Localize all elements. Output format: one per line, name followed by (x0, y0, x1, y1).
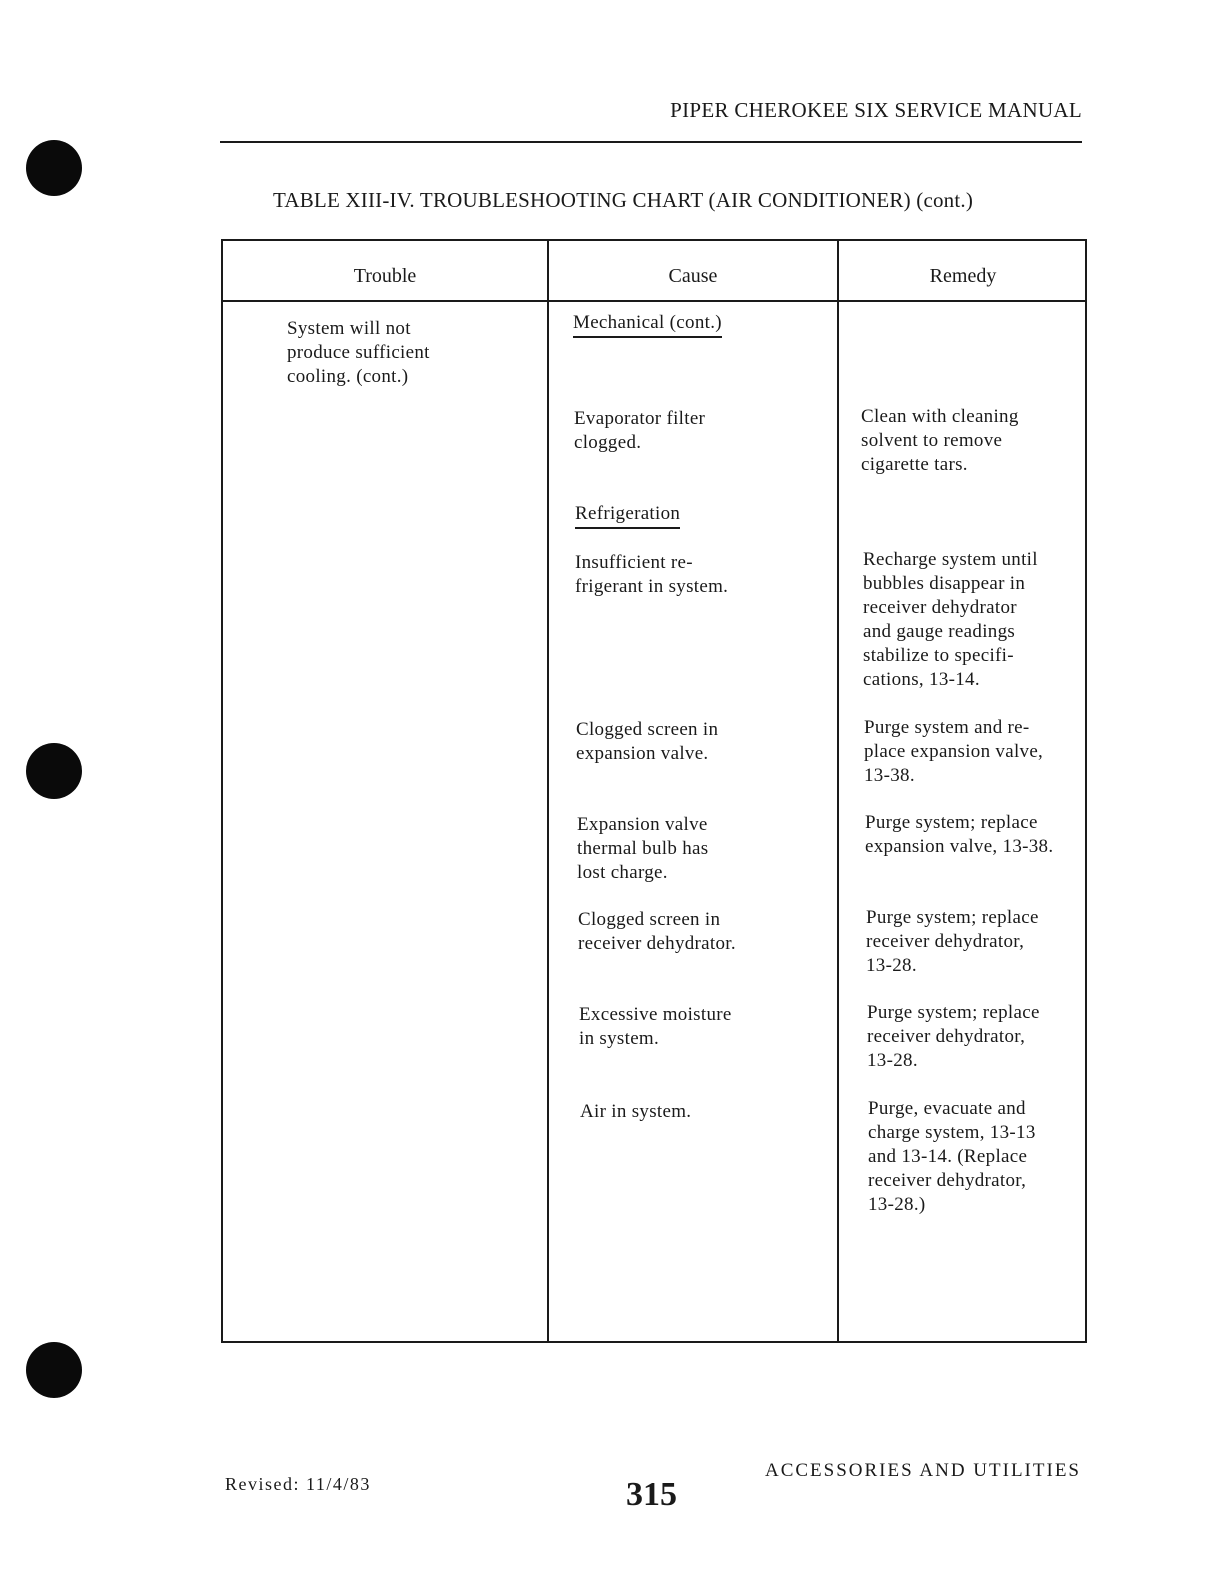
remedy-cell (861, 405, 1019, 477)
column-divider-1 (547, 241, 549, 1341)
cause-cell (580, 1100, 691, 1124)
cause-line: Excessive moisture (579, 1004, 732, 1025)
remedy-line: Purge system; replace (867, 1002, 1040, 1023)
cause-line: thermal bulb has (577, 838, 709, 859)
remedy-cell (868, 1097, 1036, 1217)
remedy-line: 13-28.) (868, 1194, 926, 1215)
cause-cell (579, 1003, 732, 1051)
cause-line: clogged. (574, 432, 642, 453)
remedy-line: cigarette tars. (861, 454, 968, 475)
cause-cell (578, 908, 736, 956)
remedy-line: solvent to remove (861, 430, 1003, 451)
punch-hole-bottom (26, 1342, 82, 1398)
cause-cell (574, 407, 705, 455)
remedy-line: Purge system and re- (864, 717, 1030, 738)
cause-line: Expansion valve (577, 814, 708, 835)
column-header-cause: Cause (668, 265, 718, 287)
section-heading-mechanical: Mechanical (cont.) (573, 311, 722, 338)
remedy-line: receiver dehydrator, (866, 931, 1025, 952)
column-divider-2 (837, 241, 839, 1341)
punch-hole-top (26, 140, 82, 196)
cause-line: receiver dehydrator. (578, 933, 736, 954)
remedy-line: Recharge system until (863, 549, 1038, 570)
remedy-line: Purge system; replace (865, 812, 1038, 833)
table-header-divider (223, 300, 1085, 302)
remedy-line: 13-28. (867, 1050, 918, 1071)
remedy-line: 13-38. (864, 765, 915, 786)
remedy-cell (867, 1001, 1040, 1073)
cause-line: Insufficient re- (575, 552, 693, 573)
remedy-line: Purge system; replace (866, 907, 1039, 928)
cause-line: Clogged screen in (576, 719, 719, 740)
section-heading-refrigeration: Refrigeration (575, 502, 680, 529)
troubleshooting-table (221, 239, 1087, 1343)
remedy-cell (865, 811, 1053, 859)
trouble-line: System will not (287, 318, 411, 339)
remedy-line: charge system, 13-13 (868, 1122, 1036, 1143)
cause-line: Air in system. (580, 1101, 692, 1122)
remedy-line: stabilize to specifi- (863, 645, 1014, 666)
remedy-line: and gauge readings (863, 621, 1016, 642)
trouble-line: produce sufficient (287, 342, 430, 363)
column-header-remedy: Remedy (929, 265, 997, 287)
header-divider (220, 141, 1082, 143)
remedy-cell (866, 906, 1039, 978)
manual-title: PIPER CHEROKEE SIX SERVICE MANUAL (670, 98, 1082, 122)
page-number: 315 (626, 1476, 677, 1513)
revision-date: Revised: 11/4/83 (225, 1474, 371, 1494)
remedy-line: cations, 13-14. (863, 669, 980, 690)
remedy-line: expansion valve, 13-38. (865, 836, 1054, 857)
remedy-line: and 13-14. (Replace (868, 1146, 1028, 1167)
remedy-cell (864, 716, 1043, 788)
remedy-line: place expansion valve, (864, 741, 1044, 762)
trouble-line: cooling. (cont.) (287, 366, 409, 387)
remedy-line: Clean with cleaning (861, 406, 1019, 427)
remedy-line: receiver dehydrator, (868, 1170, 1027, 1191)
cause-cell (575, 551, 728, 599)
cause-cell (577, 813, 708, 885)
cause-line: in system. (579, 1028, 660, 1049)
cause-line: Evaporator filter (574, 408, 706, 429)
remedy-cell (863, 548, 1038, 692)
remedy-line: bubbles disappear in (863, 573, 1026, 594)
cause-line: frigerant in system. (575, 576, 729, 597)
cause-line: lost charge. (577, 862, 668, 883)
punch-hole-middle (26, 743, 82, 799)
trouble-cell (287, 317, 430, 389)
remedy-line: receiver dehydrator, (867, 1026, 1026, 1047)
column-header-trouble: Trouble (353, 265, 417, 287)
cause-cell (576, 718, 718, 766)
cause-line: Clogged screen in (578, 909, 721, 930)
remedy-line: 13-28. (866, 955, 917, 976)
remedy-line: Purge, evacuate and (868, 1098, 1026, 1119)
remedy-line: receiver dehydrator (863, 597, 1017, 618)
section-name: ACCESSORIES AND UTILITIES (764, 1460, 1081, 1481)
cause-line: expansion valve. (576, 743, 709, 764)
table-caption: TABLE XIII-IV. TROUBLESHOOTING CHART (AIR CONDITIONER) (cont.) (273, 188, 974, 212)
